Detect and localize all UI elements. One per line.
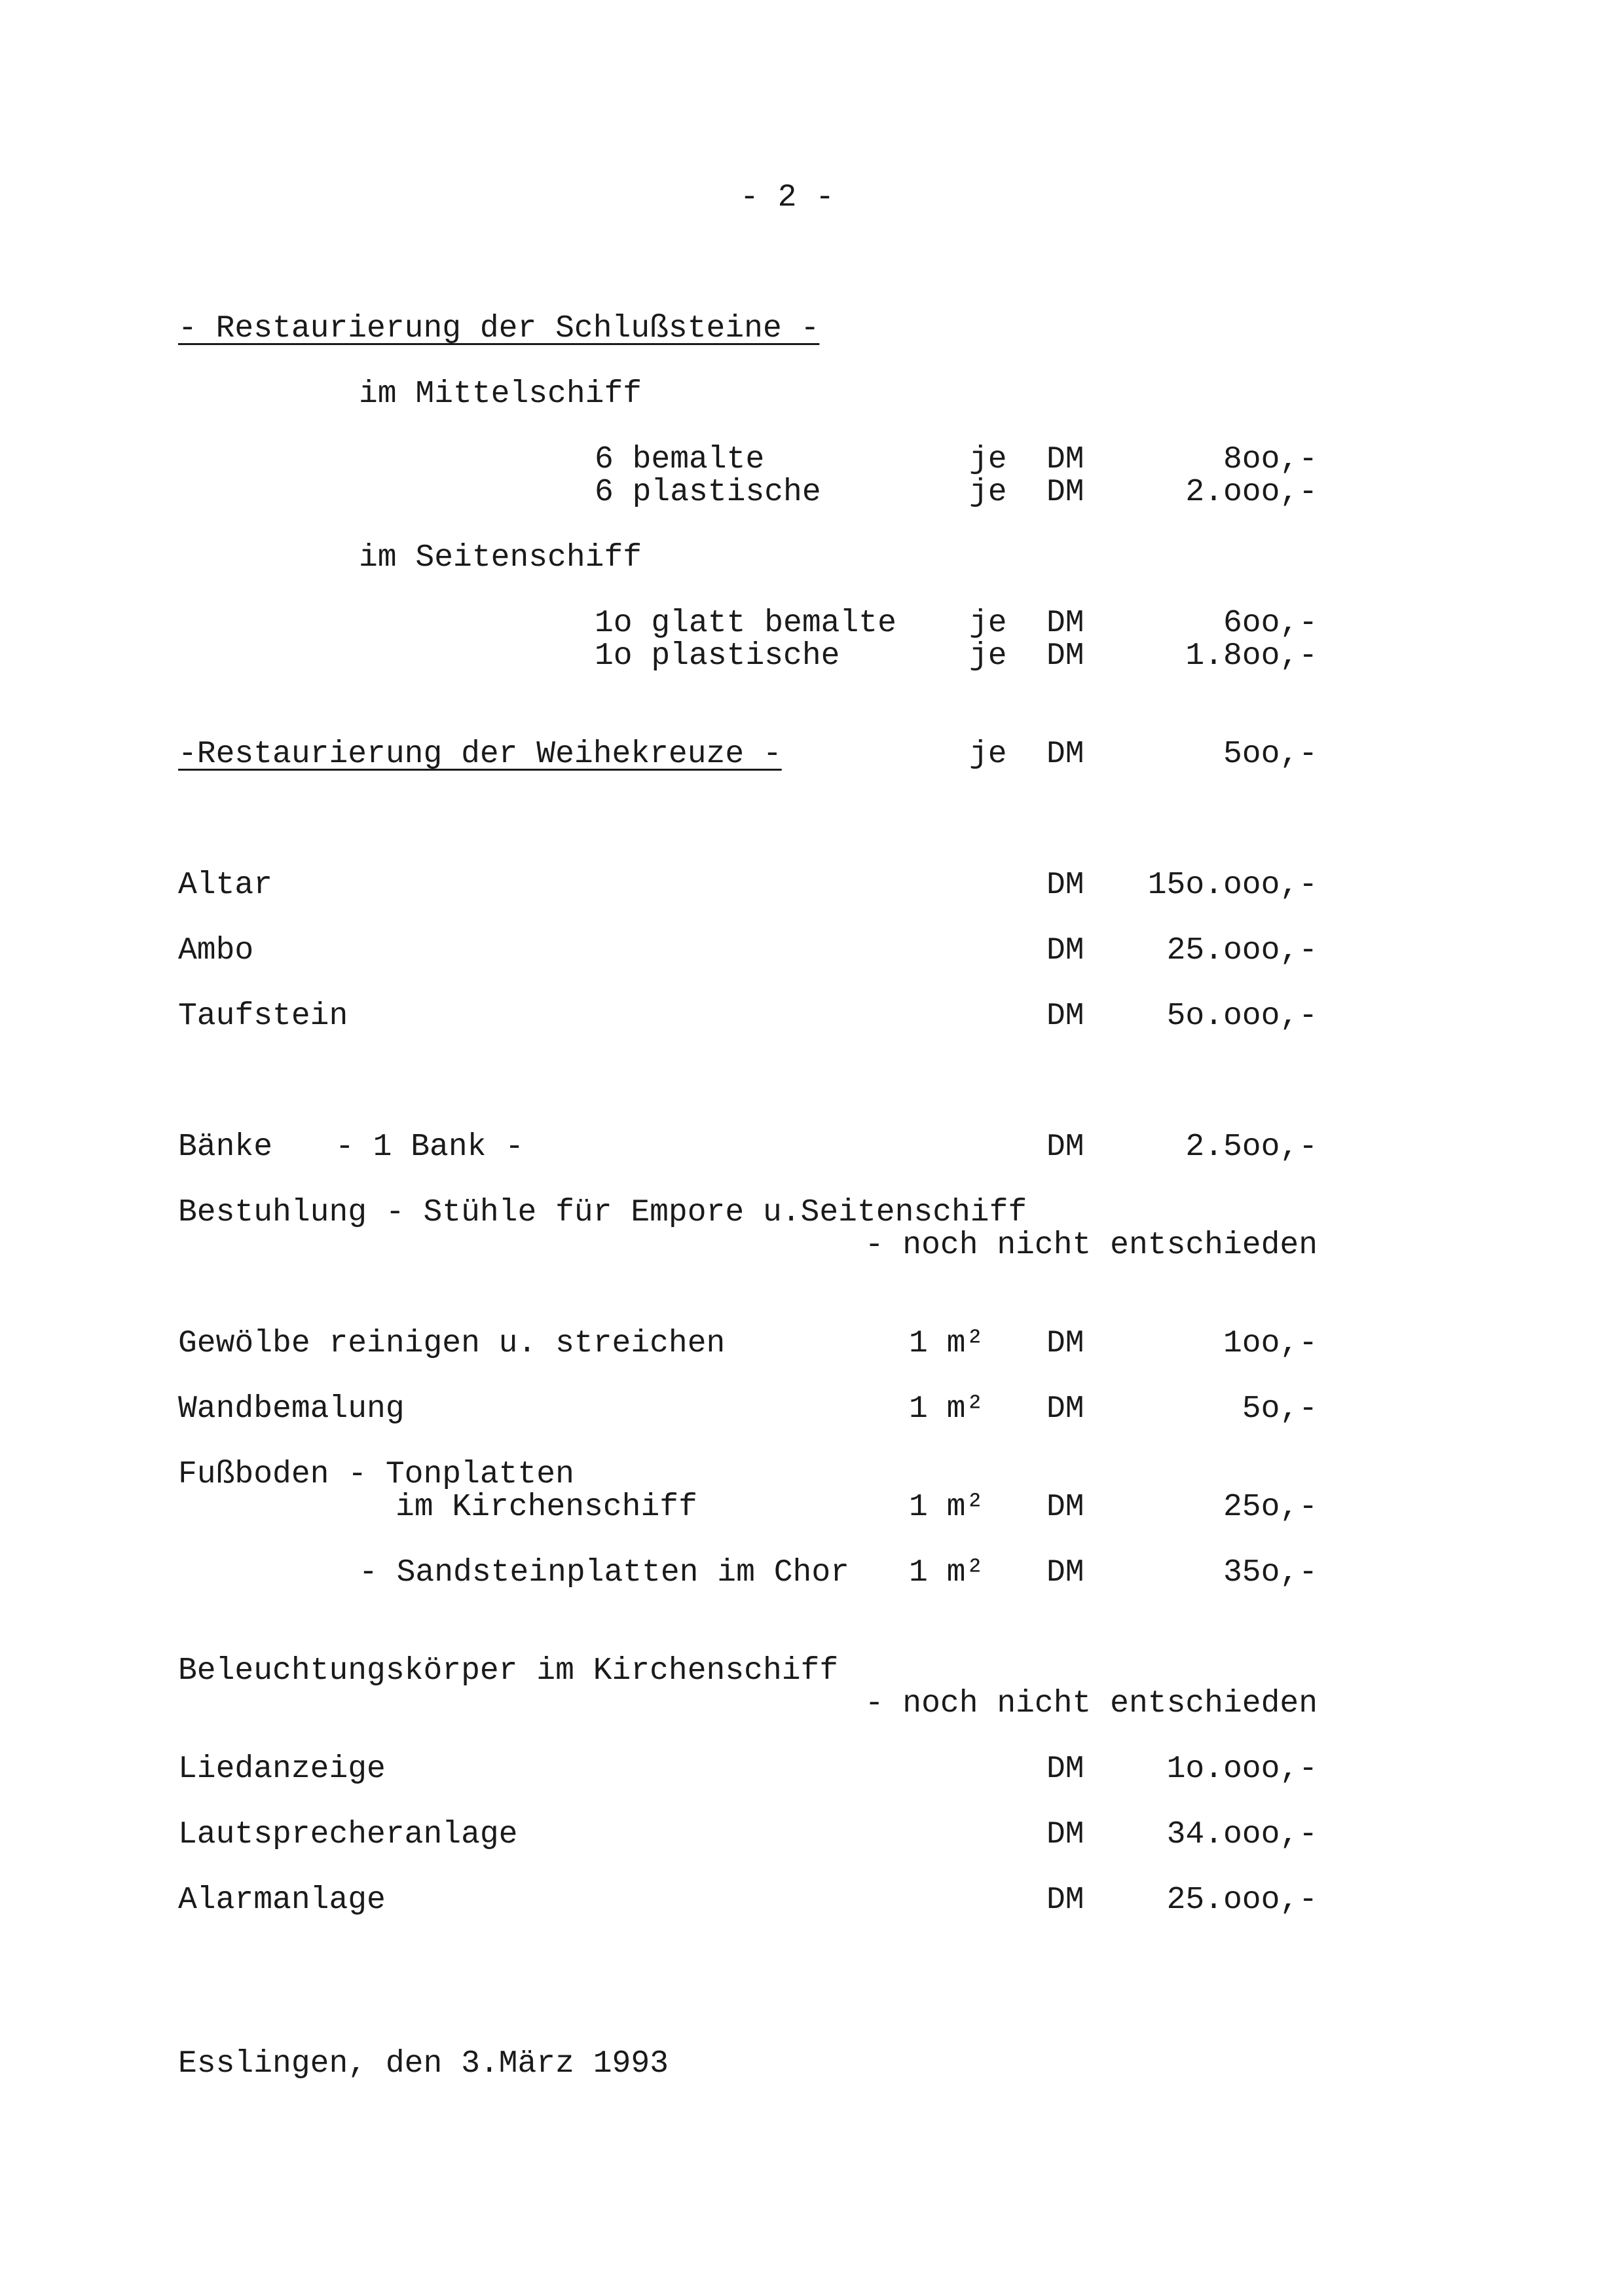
item-label-ambo: Ambo (178, 933, 254, 968)
item-label-beleuchtung: Beleuchtungskörper im Kirchenschiff (178, 1653, 839, 1689)
currency-label: DM (1046, 933, 1084, 968)
amount-value: 25.ooo,- (1166, 933, 1318, 968)
amount-value: 5o,- (1242, 1391, 1318, 1427)
section-heading-weihekreuze: -Restaurierung der Weihekreuze - (178, 737, 782, 772)
currency-label: DM (1046, 638, 1084, 674)
currency-label: DM (1046, 1817, 1084, 1852)
item-label: 6 plastische (595, 475, 821, 510)
amount-value: 15o.ooo,- (1147, 868, 1318, 903)
per-unit-label: je (969, 475, 1007, 510)
item-sub-label-kirchenschiff: im Kirchenschiff (396, 1490, 697, 1525)
subsection-label-seitenschiff: im Seitenschiff (359, 540, 642, 576)
item-label: 1o plastische (595, 638, 840, 674)
amount-value: 1oo,- (1223, 1326, 1318, 1361)
currency-label: DM (1046, 1555, 1084, 1590)
item-label-alarm: Alarmanlage (178, 1882, 386, 1918)
amount-value: 8oo,- (1223, 442, 1318, 477)
unit-label: 1 m² (909, 1391, 985, 1427)
amount-value: 34.ooo,- (1166, 1817, 1318, 1852)
per-unit-label: je (969, 638, 1007, 674)
currency-label: DM (1046, 1326, 1084, 1361)
amount-value: 1.8oo,- (1185, 638, 1318, 674)
amount-value: 2.5oo,- (1185, 1129, 1318, 1165)
currency-label: DM (1046, 1490, 1084, 1525)
unit-label: 1 m² (909, 1490, 985, 1525)
amount-value: 35o,- (1223, 1555, 1318, 1590)
unit-label: 1 m² (909, 1555, 985, 1590)
item-label-gewoelbe: Gewölbe reinigen u. streichen (178, 1326, 726, 1361)
currency-label: DM (1046, 737, 1084, 772)
amount-value: 25o,- (1223, 1490, 1318, 1525)
item-label: 6 bemalte (595, 442, 765, 477)
item-label-lautsprecher: Lautsprecheranlage (178, 1817, 518, 1852)
amount-value: 2.ooo,- (1185, 475, 1318, 510)
currency-label: DM (1046, 475, 1084, 510)
amount-value: 5o.ooo,- (1166, 999, 1318, 1034)
item-label-bestuhlung: Bestuhlung - Stühle für Empore u.Seitenschiff (178, 1195, 1027, 1230)
currency-label: DM (1046, 442, 1084, 477)
item-label-altar: Altar (178, 868, 273, 903)
amount-value: 1o.ooo,- (1166, 1752, 1318, 1787)
currency-label: DM (1046, 606, 1084, 641)
item-label-fussboden: Fußboden - Tonplatten (178, 1457, 574, 1492)
item-label-baenke: Bänke (178, 1129, 273, 1165)
item-sub-label-sandstein: - Sandsteinplatten im Chor (359, 1555, 849, 1590)
currency-label: DM (1046, 1752, 1084, 1787)
item-label-taufstein: Taufstein (178, 999, 348, 1034)
amount-value: 6oo,- (1223, 606, 1318, 641)
subsection-label-mittelschiff: im Mittelschiff (359, 376, 642, 412)
item-label-liedanzeige: Liedanzeige (178, 1752, 386, 1787)
status-note-bestuhlung: - noch nicht entschieden (864, 1228, 1318, 1263)
per-unit-label: je (969, 606, 1007, 641)
status-note-beleuchtung: - noch nicht entschieden (864, 1686, 1318, 1721)
currency-label: DM (1046, 999, 1084, 1034)
amount-value: 5oo,- (1223, 737, 1318, 772)
per-unit-label: je (969, 737, 1007, 772)
currency-label: DM (1046, 1129, 1084, 1165)
item-detail-baenke: - 1 Bank - (335, 1129, 525, 1165)
item-label-wandbemalung: Wandbemalung (178, 1391, 405, 1427)
item-label: 1o glatt bemalte (595, 606, 896, 641)
currency-label: DM (1046, 1391, 1084, 1427)
currency-label: DM (1046, 1882, 1084, 1918)
section-heading-schlusssteine: - Restaurierung der Schlußsteine - (178, 311, 820, 346)
page-number: - 2 - (740, 180, 835, 215)
currency-label: DM (1046, 868, 1084, 903)
place-date: Esslingen, den 3.März 1993 (178, 2046, 669, 2082)
unit-label: 1 m² (909, 1326, 985, 1361)
amount-value: 25.ooo,- (1166, 1882, 1318, 1918)
per-unit-label: je (969, 442, 1007, 477)
